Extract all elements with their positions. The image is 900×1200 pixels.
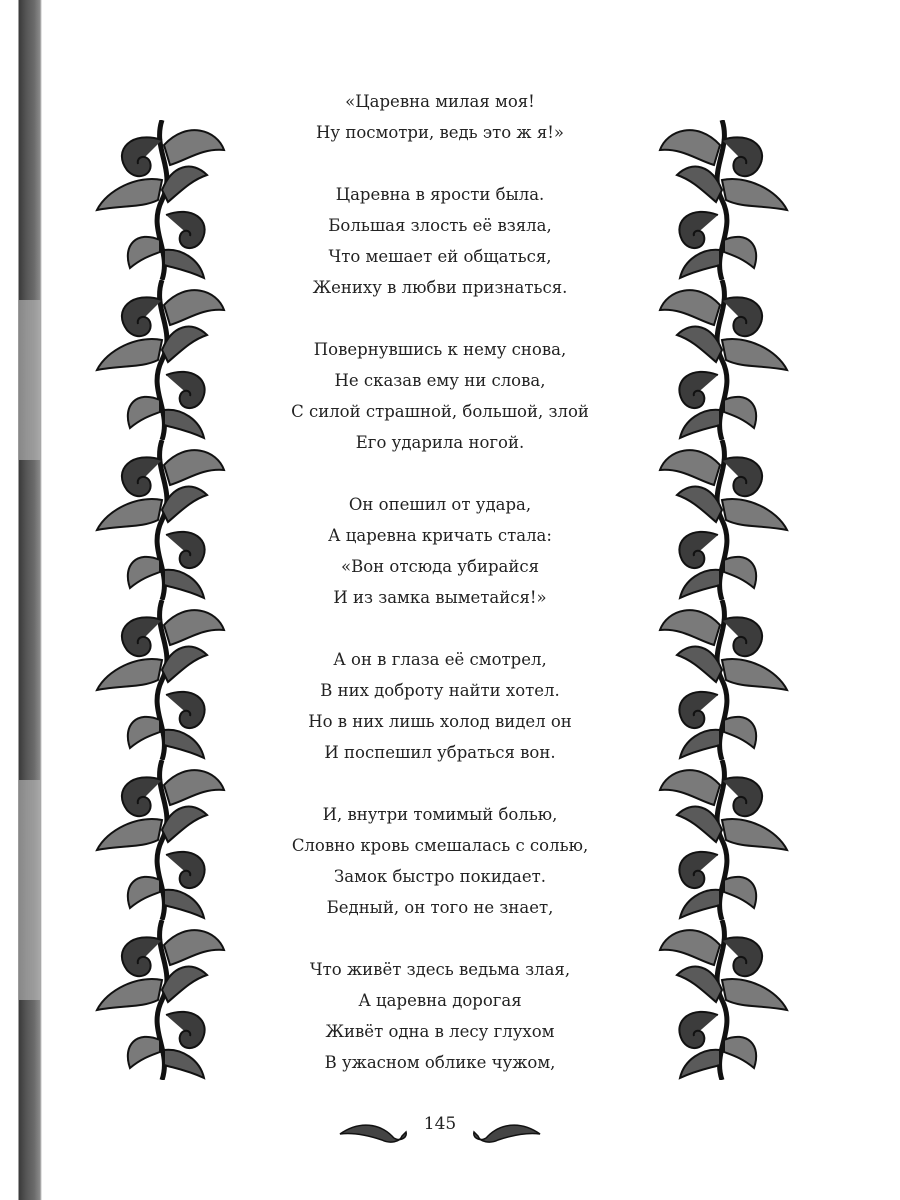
poem-line: А царевна дорогая	[358, 991, 522, 1010]
stanza	[240, 334, 640, 458]
right-vine-ornament	[652, 120, 792, 1080]
poem-line: «Царевна милая моя!	[345, 92, 535, 111]
stanza	[240, 179, 640, 303]
poem-line: Но в них лишь холод видел он	[308, 712, 572, 731]
poem-text	[240, 86, 640, 1109]
left-vine-ornament	[92, 120, 232, 1080]
page-number: 145	[423, 1114, 457, 1134]
page-footer	[330, 1108, 550, 1144]
poem-line: А он в глаза её смотрел,	[333, 650, 547, 669]
stanza	[240, 489, 640, 613]
poem-line: Словно кровь смешалась с солью,	[291, 836, 589, 855]
poem-line: Не сказав ему ни слова,	[334, 371, 546, 390]
edge-shade	[19, 780, 40, 1000]
edge-shade	[19, 300, 40, 460]
stanza	[240, 799, 640, 923]
poem-line: Замок быстро покидает.	[334, 867, 546, 886]
poem-line: Его ударила ногой.	[355, 433, 525, 452]
stanza	[240, 644, 640, 768]
poem-line: Живёт одна в лесу глухом	[325, 1022, 555, 1041]
poem-line: С силой страшной, большой, злой	[291, 402, 589, 421]
stanza	[240, 954, 640, 1078]
poem-line: И, внутри томимый болью,	[322, 805, 558, 824]
poem-line: «Вон отсюда убирайся	[341, 557, 539, 576]
poem-line: Ну посмотри, ведь это ж я!»	[315, 123, 564, 142]
poem-line: В них доброту найти хотел.	[320, 681, 560, 700]
poem-line: В ужасном облике чужом,	[324, 1053, 556, 1072]
poem-line: А царевна кричать стала:	[328, 526, 552, 545]
stanza	[240, 86, 640, 148]
book-spine-edge	[0, 0, 42, 1200]
poem-line: Что мешает ей общаться,	[328, 247, 552, 266]
poem-line: Жениху в любви признаться.	[312, 278, 568, 297]
poem-line: Он опешил от удара,	[348, 495, 532, 514]
poem-line: Большая злость её взяла,	[328, 216, 552, 235]
poem-line: Что живёт здесь ведьма злая,	[309, 960, 571, 979]
poem-line: И из замка выметайся!»	[333, 588, 547, 607]
poem-line: Повернувшись к нему снова,	[313, 340, 567, 359]
right-leaf-ornament-icon	[470, 1114, 542, 1144]
poem-line: Царевна в ярости была.	[335, 185, 545, 204]
poem-line: И поспешил убраться вон.	[324, 743, 556, 762]
poem-line: Бедный, он того не знает,	[326, 898, 554, 917]
